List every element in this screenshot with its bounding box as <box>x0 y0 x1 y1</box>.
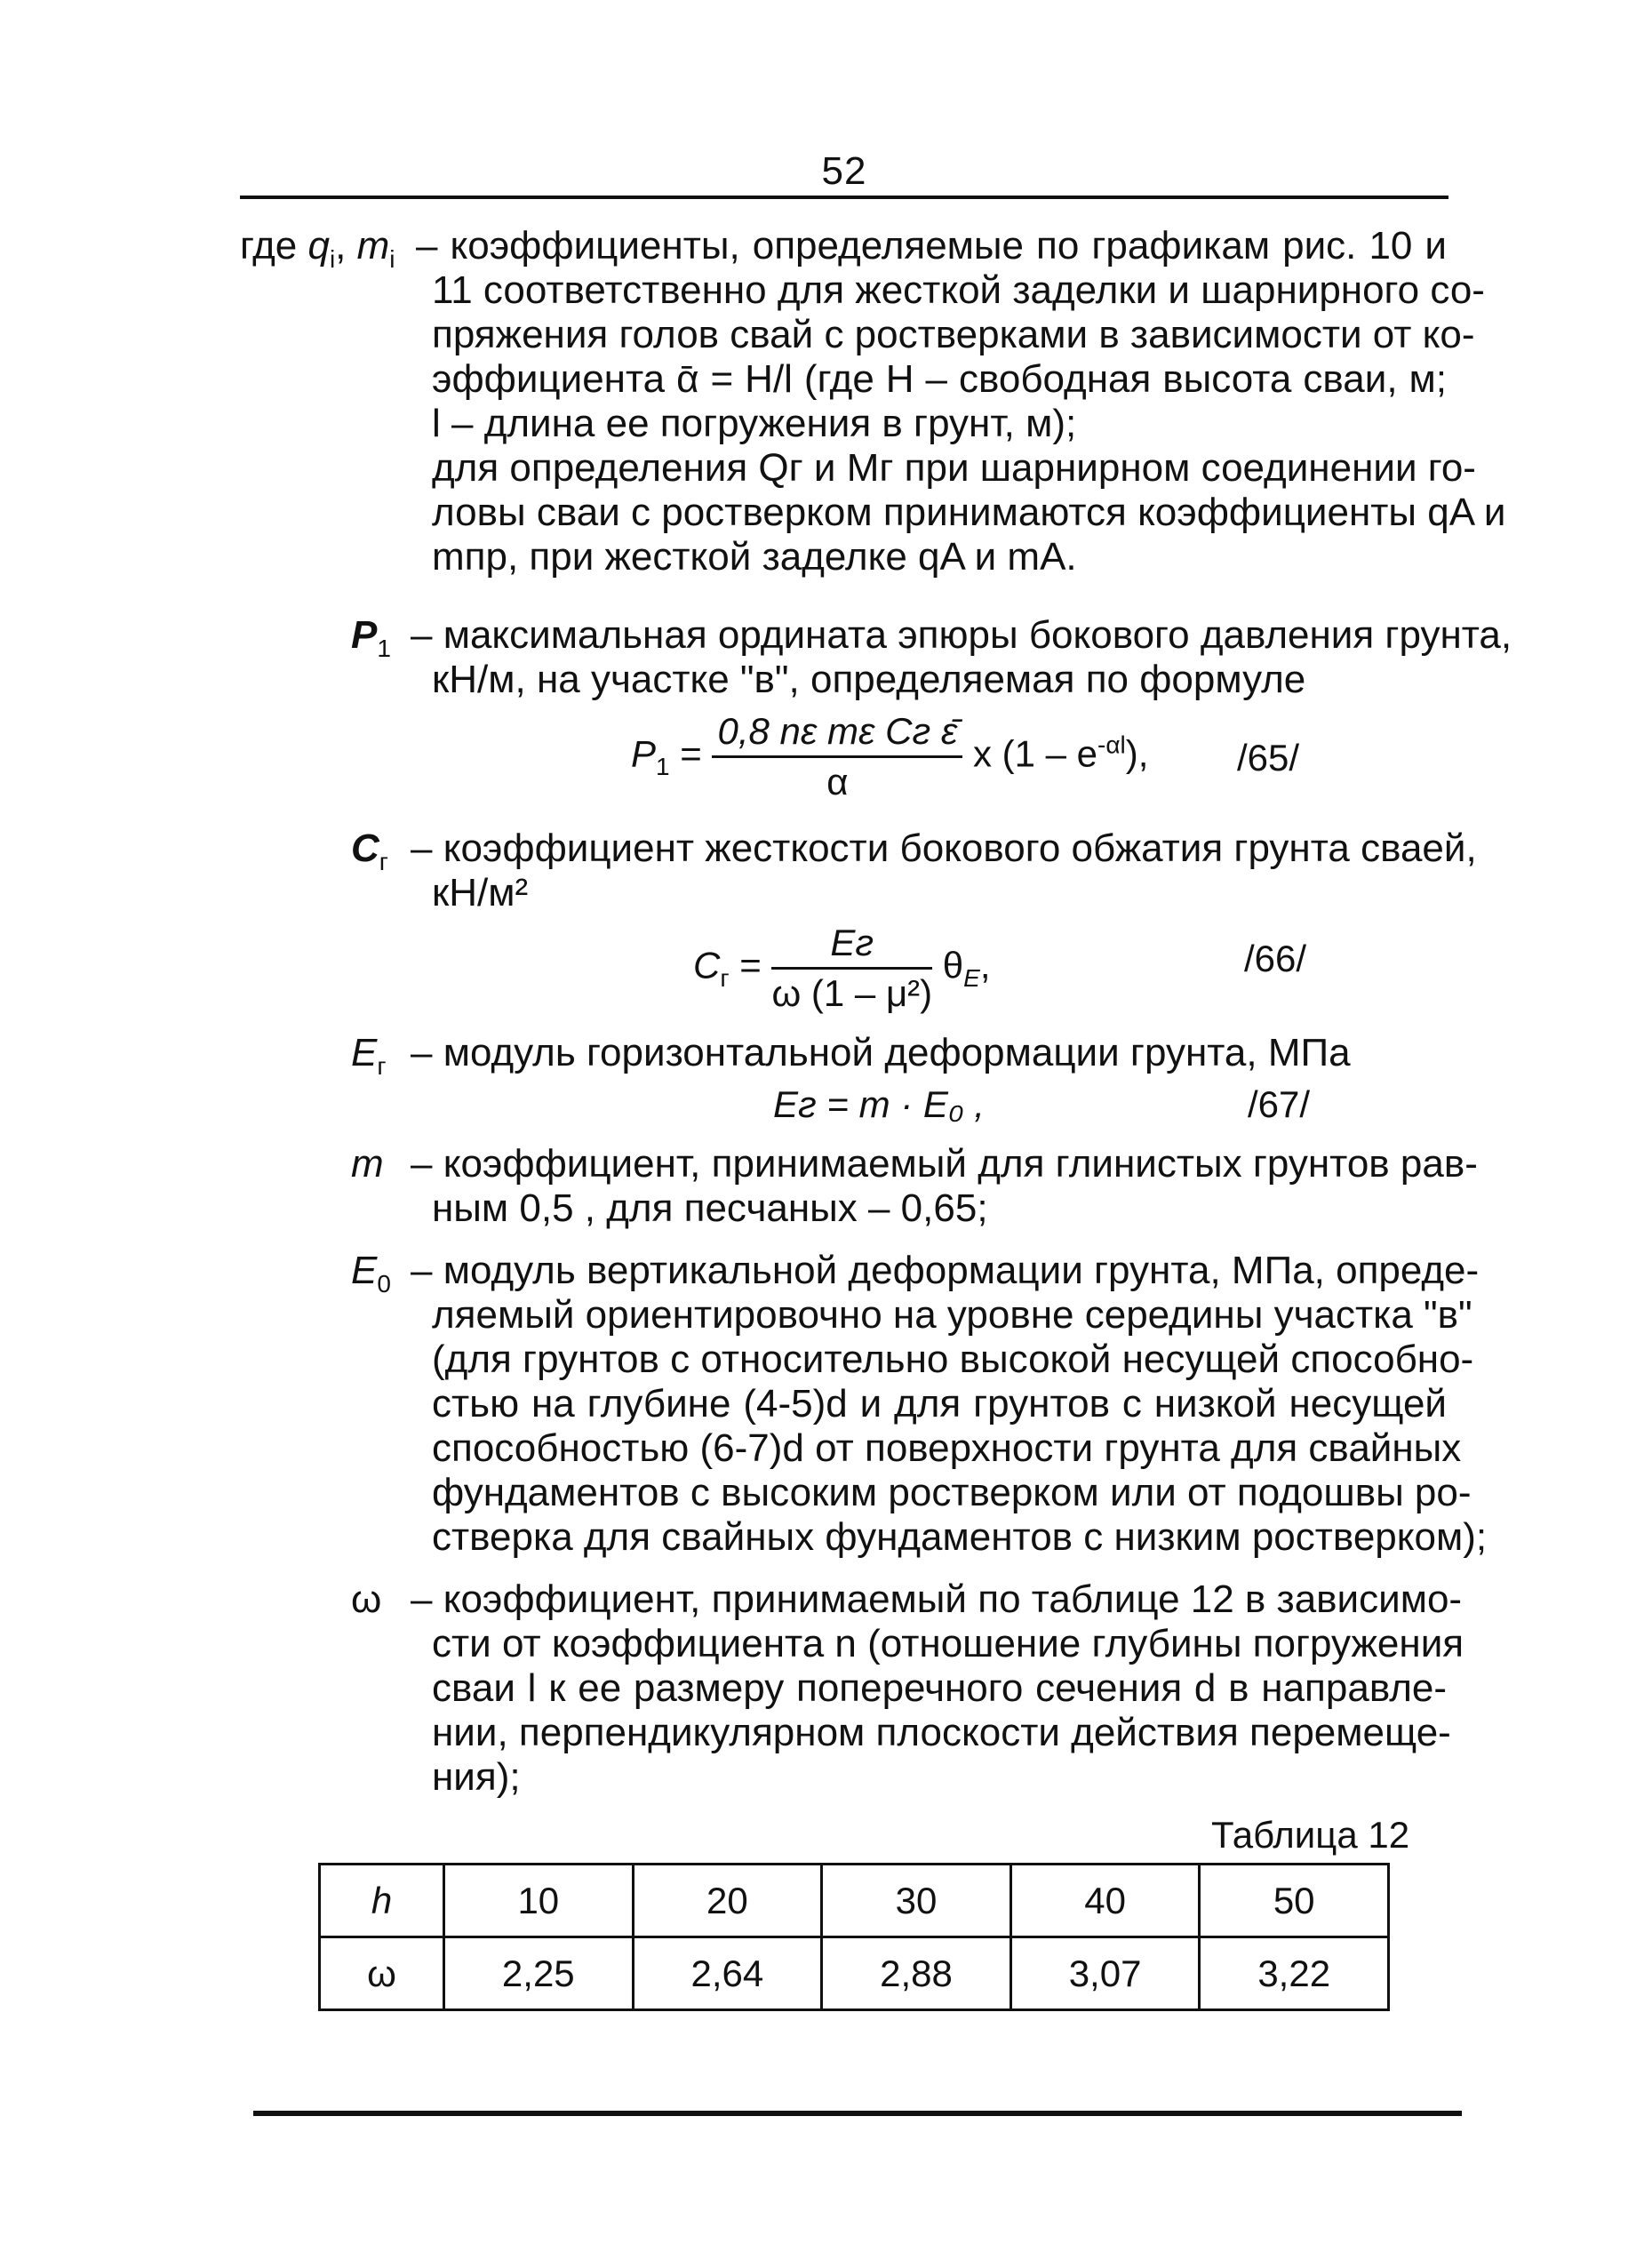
formula-eq: = <box>680 732 702 775</box>
text-line: для определения Qг и Mг при шарнирном соединении го- <box>432 446 1476 490</box>
formula-exponent: -αl <box>1097 731 1126 759</box>
intro-prefix: где <box>240 224 298 268</box>
symbol-c-sub: г <box>379 847 388 875</box>
formula-lhs: P <box>631 732 657 775</box>
formula-67: Eг = m · E₀ , <box>773 1083 985 1125</box>
text-line: – коэффициент, принимаемый для глинистых грунтов рав- <box>411 1142 1478 1186</box>
table-title: Таблица 12 <box>1211 1814 1410 1856</box>
text-line: ным 0,5 , для песчаных – 0,65; <box>432 1186 988 1230</box>
formula-theta: θ <box>942 944 964 986</box>
intro-note <box>432 446 1506 579</box>
table-cell: 40 <box>1010 1865 1200 1937</box>
text-line: пряжения голов свай с ростверками в зависимости от ко- <box>432 313 1475 356</box>
table-cell: 20 <box>633 1865 822 1937</box>
table-cell: 2,64 <box>633 1937 822 2010</box>
text-line: способностью (6-7)d от поверхности грунта для свайных <box>432 1426 1462 1470</box>
text-line: ловы сваи с ростверком принимаются коэффициенты qA и <box>432 491 1506 534</box>
p1-symbol <box>351 613 391 662</box>
symbol-p-sub: 1 <box>377 634 391 662</box>
table-cell: 2,88 <box>822 1937 1011 2010</box>
m-symbol <box>351 1142 384 1186</box>
text-line: стверка для свайных фундаментов с низким ростверком); <box>432 1515 1488 1559</box>
text-line: кН/м, на участке "в", определяемая по формуле <box>432 658 1306 701</box>
formula-bracket: (1 – e <box>1002 732 1098 775</box>
text-line: – коэффициент жесткости бокового обжатия грунта сваей, <box>411 827 1477 870</box>
intro-definition <box>416 224 1485 446</box>
symbol-e: E <box>351 1031 378 1074</box>
text-line: нии, перпендикулярном плоскости действия перемеще- <box>432 1711 1451 1754</box>
omega-definition <box>411 1577 1464 1800</box>
symbol-p: P <box>351 613 378 657</box>
text-line: 11 соответственно для жесткой заделки и шарнирного со- <box>432 268 1485 312</box>
formula-66 <box>693 922 991 1014</box>
formula-theta-sub: E <box>963 963 980 992</box>
formula-fraction <box>712 711 962 803</box>
text-line: ляемый ориентировочно на уровне середины участка "в" <box>432 1293 1472 1337</box>
eg-symbol <box>351 1031 387 1080</box>
fraction-numerator: Eг <box>771 922 932 970</box>
text-line: ния); <box>432 1755 521 1799</box>
text-line: – коэффициенты, определяемые по графикам рис. 10 и <box>416 224 1447 268</box>
table-cell: ω <box>320 1937 444 2010</box>
text-line: mпр, при жесткой заделке qA и mA. <box>432 535 1077 579</box>
table-cell: 50 <box>1200 1865 1389 1937</box>
formula-lhs: C <box>693 944 721 986</box>
e0-definition <box>411 1249 1488 1560</box>
page-number: 52 <box>821 149 867 193</box>
symbol-m-coef: m <box>351 1142 384 1186</box>
text-line: кН/м² <box>432 871 529 914</box>
fraction-denominator: α <box>826 761 849 803</box>
intro-comma: , <box>335 224 347 268</box>
intro-symbol <box>240 224 395 273</box>
text-line: сти от коэффициента n (отношение глубины погружения <box>432 1622 1464 1665</box>
table-row <box>320 1865 1389 1937</box>
symbol-m: m <box>356 224 390 268</box>
formula-lhs-sub: 1 <box>656 752 670 780</box>
header-rule <box>240 196 1448 199</box>
formula-lhs-sub: г <box>720 963 730 992</box>
text-line: эффициента ᾱ = H/l (где H – свободная высота сваи, м; <box>432 357 1447 401</box>
symbol-omega: ω <box>351 1577 382 1621</box>
table-row <box>320 1937 1389 2010</box>
symbol-q-sub: i <box>329 244 336 273</box>
text-line: фундаментов с высоким ростверком или от подошвы ро- <box>432 1471 1472 1514</box>
table-cell: 3,22 <box>1200 1937 1389 2010</box>
formula-65 <box>631 711 1148 803</box>
formula-bracket-close: ) <box>1125 732 1138 775</box>
table-cell: 2,25 <box>444 1937 634 2010</box>
formula-eq: = <box>739 944 762 986</box>
text-line: l – длина ее погружения в грунт, м); <box>432 402 1077 445</box>
table-cell: 30 <box>822 1865 1011 1937</box>
equation-number-67: /67/ <box>1248 1083 1311 1125</box>
symbol-m-sub: i <box>389 244 395 273</box>
symbol-e0: E <box>351 1249 378 1292</box>
table-cell: h <box>320 1865 444 1937</box>
formula-times: x <box>972 732 992 775</box>
footer-rule <box>253 2111 1462 2116</box>
text-line: – модуль вертикальной деформации грунта, МПа, опреде- <box>411 1249 1480 1292</box>
cg-definition <box>411 827 1477 915</box>
omega-symbol <box>351 1577 381 1622</box>
table-cell: 10 <box>444 1865 634 1937</box>
eg-definition <box>411 1031 1447 1075</box>
text-line: – максимальная ордината эпюры бокового давления грунта, <box>411 613 1512 657</box>
table-cell: 3,07 <box>1010 1937 1200 2010</box>
fraction-numerator: 0,8 nε mε Cг ε̄ <box>712 711 962 758</box>
fraction-denominator: ω (1 – μ²) <box>771 972 933 1014</box>
symbol-e0-sub: 0 <box>377 1269 391 1298</box>
m-definition <box>411 1142 1478 1231</box>
cg-symbol <box>351 827 388 875</box>
p1-definition <box>411 613 1512 702</box>
text-line: (для грунтов с относительно высокой несущей способно- <box>432 1338 1474 1381</box>
equation-number-65: /65/ <box>1237 737 1300 779</box>
e0-symbol <box>351 1249 391 1298</box>
text-line: сваи l к ее размеру поперечного сечения d в направле- <box>432 1666 1447 1710</box>
equation-number-66: /66/ <box>1244 938 1307 979</box>
table-12 <box>318 1863 1390 2011</box>
symbol-q: q <box>307 224 330 268</box>
text-line: – коэффициент, принимаемый по таблице 12 в зависимо- <box>411 1577 1463 1621</box>
formula-comma: , <box>1137 732 1149 775</box>
text-line: – модуль горизонтальной деформации грунта, МПа <box>411 1031 1351 1074</box>
symbol-c: C <box>351 827 379 870</box>
text-line: стью на глубине (4-5)d и для грунтов с низкой несущей <box>432 1382 1447 1425</box>
formula-fraction <box>771 922 932 1014</box>
formula-comma: , <box>979 944 991 986</box>
symbol-e-sub: г <box>377 1051 387 1080</box>
